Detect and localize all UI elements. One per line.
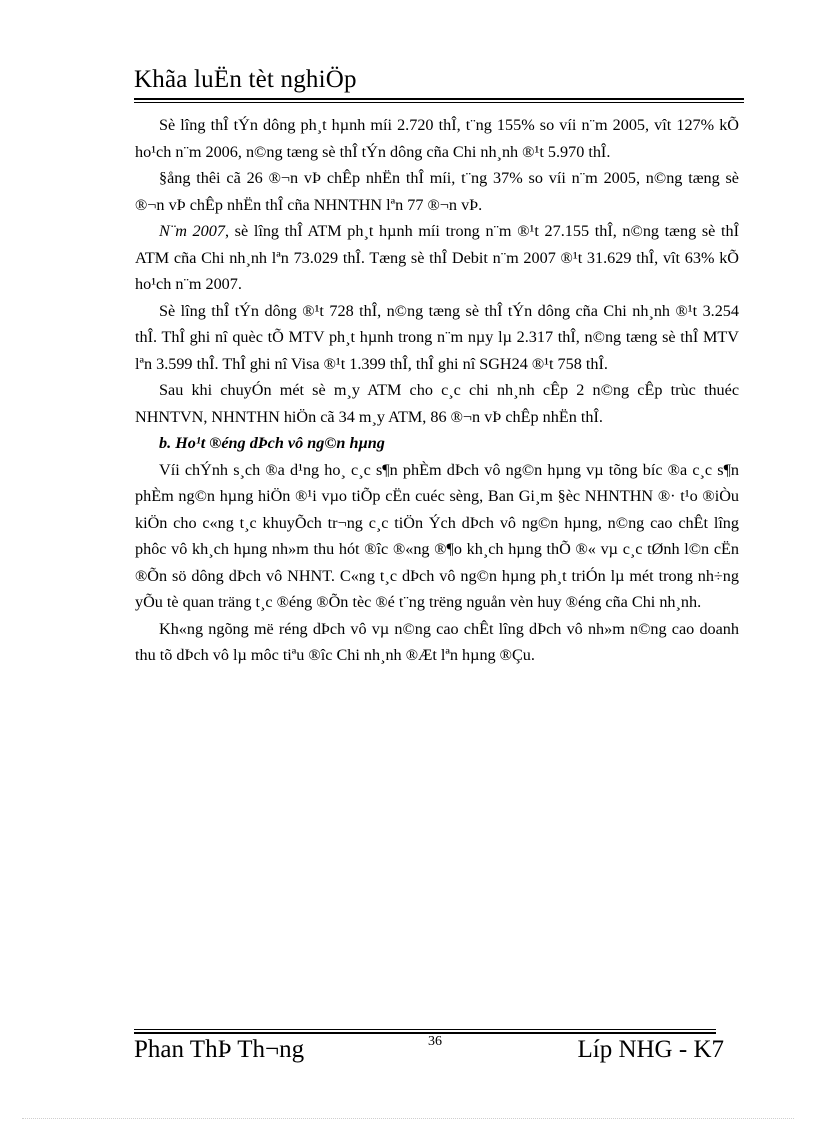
footer-rule-thin (134, 1029, 716, 1030)
paragraph-atm-transfer: Sau khi chuyÓn mét sè m¸y ATM cho c¸c chi nh¸nh cÊp 2 n©ng cÊp trùc thuéc NHNTVN, NHNTHN hiÖn cã 34 m¸y ATM, 86 ®¬n vÞ chÊp nhËn thÎ. (135, 381, 739, 426)
paragraph-service-expansion: Kh«ng ngõng më réng dÞch vô vµ n©ng cao chÊt lîng dÞch vô nh»m n©ng cao doanh thu tõ dÞch vô lµ môc tiªu ®îc Chi nh¸nh ®Æt lªn hµng ®Çu. (135, 619, 739, 664)
header-rule-thin (134, 102, 744, 103)
document-body (135, 112, 739, 669)
bottom-dotted-divider (22, 1118, 794, 1119)
footer-class: Líp NHG - K7 (577, 1036, 724, 1063)
page-number: 36 (428, 1034, 442, 1049)
footer-author: Phan ThÞ Th¬ng (134, 1036, 305, 1063)
paragraph-merchant-units: §ång thêi cã 26 ®¬n vÞ chÊp nhËn thÎ míi, t¨ng 37% so víi n¨m 2005, n©ng tæng sè ®¬n vÞ chÊp nhËn thÎ cña NHNTHN lªn 77 ®¬n vÞ. (135, 169, 739, 214)
header-rule-thick (134, 98, 744, 100)
paragraph-year-2007 (135, 218, 739, 298)
footer-rule-thick (134, 1032, 716, 1034)
year-2007-text: , sè lîng thÎ ATM ph¸t hµnh míi trong n¨m ®¹t 27.155 thÎ, n©ng tæng sè thÎ ATM cña Chi nh¸nh lªn 73.029 thÎ. Tæng sè thÎ Debit n¨m 2007 ®¹t 31.629 thÎ, vît 63% kÕ ho¹ch n¨m 2007. (135, 222, 739, 293)
paragraph-credit-cards: Sè lîng thÎ tÝn dông ph¸t hµnh míi 2.720 thÎ, t¨ng 155% so víi n¨m 2005, vît 127% kÕ ho¹ch n¨m 2006, n©ng tæng sè thÎ tÝn dông cña Chi nh¸nh ®¹t 5.970 thÎ. (135, 116, 739, 161)
year-lead: N¨m 2007 (159, 222, 225, 240)
section-heading-banking-services: b. Ho¹t ®éng dÞch vô ng©n hµng (159, 434, 385, 452)
paragraph-diversification: Víi chÝnh s¸ch ®a d¹ng ho¸ c¸c s¶n phÈm dÞch vô ng©n hµng vµ tõng bíc ®a c¸c s¶n phÈm ng©n hµng hiÖn ®¹i vµo tiÕp cËn cuéc sèng, Ban Gi¸m §èc NHNTHN ®· t¹o ®iÒu kiÖn cho c«ng t¸c khuyÕch tr¬ng c¸c tiÖn Ých dÞch vô ng©n hµng, n©ng cao chÊt lîng phôc vô kh¸ch hµng nh»m thu hót ®îc ®«ng ®¶o kh¸ch hµng thÕ ®« vµ c¸c tØnh l©n cËn ®Õn sö dông dÞch vô NHNT. C«ng t¸c dÞch vô ng©n hµng ph¸t triÓn lµ mét trong nh÷ng yÕu tè quan träng t¸c ®éng ®Õn tèc ®é t¨ng trëng nguån vèn huy ®éng cña Chi nh¸nh. (135, 460, 739, 611)
paragraph-credit-debit-stats: Sè lîng thÎ tÝn dông ®¹t 728 thÎ, n©ng tæng sè thÎ tÝn dông cña Chi nh¸nh ®¹t 3.254 thÎ. ThÎ ghi nî quèc tÕ MTV ph¸t hµnh trong n¨m nµy lµ 2.317 thÎ, n©ng tæng sè thÎ MTV lªn 3.599 thÎ. ThÎ ghi nî Visa ®¹t 1.399 thÎ, thÎ ghi nî SGH24 ®¹t 758 thÎ. (135, 301, 739, 373)
page-header-title: Khãa luËn tèt nghiÖp (134, 66, 357, 93)
